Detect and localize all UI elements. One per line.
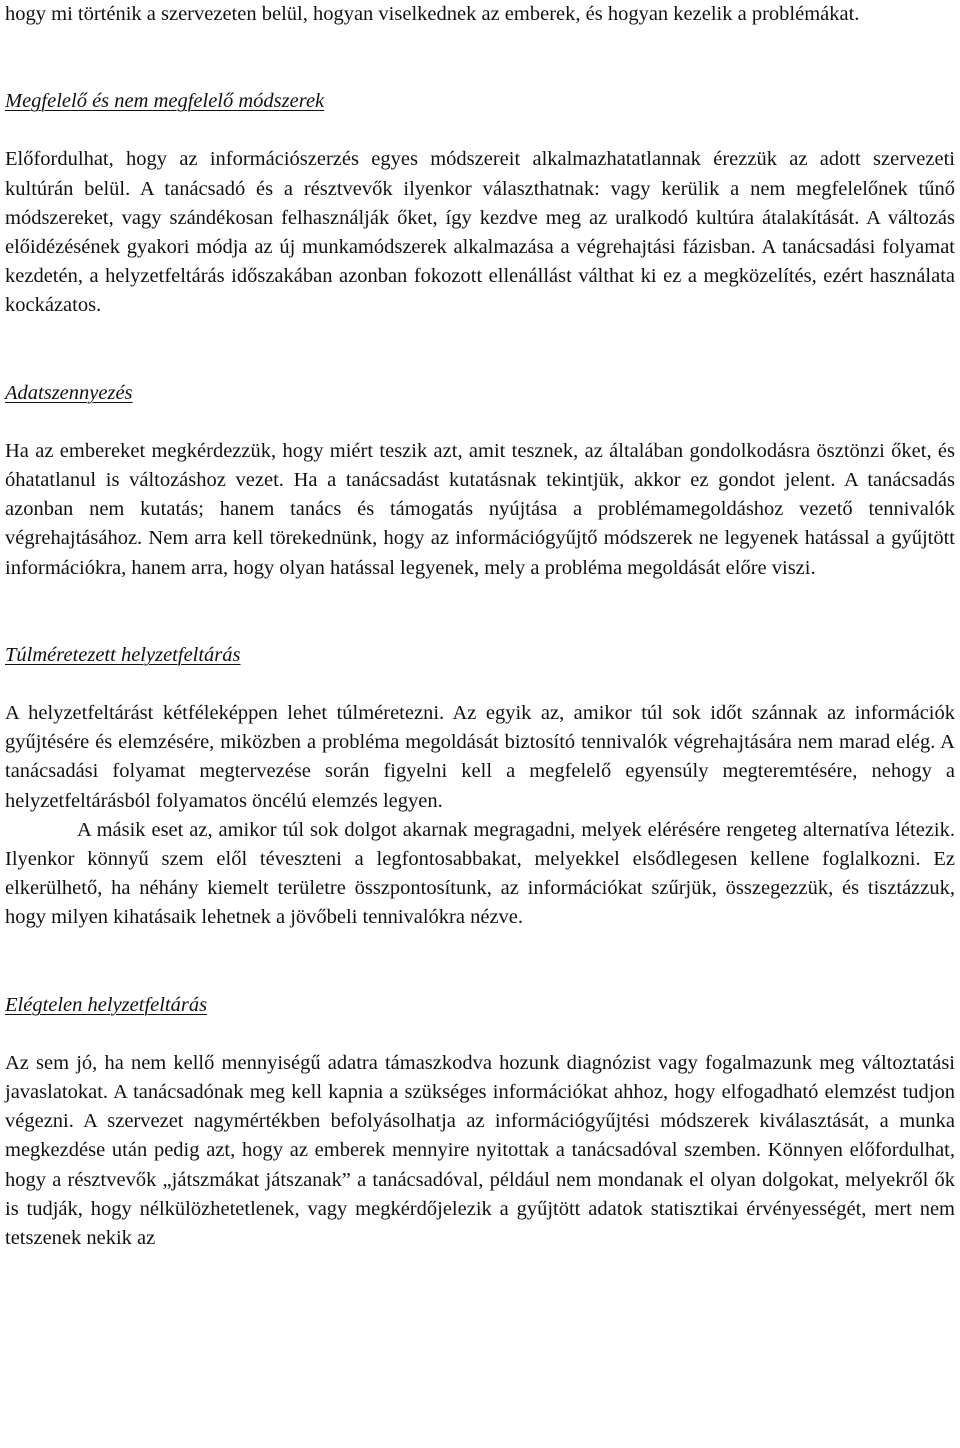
spacer xyxy=(5,321,955,379)
spacer xyxy=(5,116,955,145)
body-paragraph: Az sem jó, ha nem kellő mennyiségű adatra támaszkodva hozunk diagnózist vagy fogalmazunk meg változtatási javaslatokat. A tanácsadónak meg kell kapnia a szükséges információkat ahhoz, hogy elfogadható elemzést tudjon végezni. A szervezet nagymértékben befolyásolhatja az információgyűjtési módszerek kiválasztását, a munka megkezdése után pedig azt, hogy az emberek mennyire nyitottak a tanácsadóval szemben. Könnyen előfordulhat, hogy a résztvevők „játszmákat játszanak” a tanácsadóval, például nem mondanak el olyan dolgokat, melyekről ők is tudják, hogy nélkülözhetetlenek, vagy megkérdőjelezik a gyűjtött adatok statisztikai érvényességét, mert nem tetszenek nekik az xyxy=(5,1051,955,1250)
section-heading-oversized-diagnosis: Túlméretezett helyzetfeltárás xyxy=(5,643,241,666)
spacer xyxy=(5,29,955,87)
spacer xyxy=(5,408,955,437)
spacer xyxy=(5,933,955,991)
body-paragraph: Ha az embereket megkérdezzük, hogy miért teszik azt, amit tesznek, az általában gondolkodásra ösztönzi őket, és óhatatlanul is változáshoz vezet. Ha a tanácsadást kutatásnak tekintjük, akkor ez gondot jelent. A tanácsadás azonban nem kutatás; hanem tanács és támogatás nyújtása a problémamegoldáshoz vezető tennivalók végrehajtásához. Nem arra kell törekednünk, hogy az információgyűjtő módszerek ne legyenek hatással a gyűjtött információkra, hanem arra, hogy olyan hatással legyenek, mely a probléma megoldását előre viszi. xyxy=(5,439,955,579)
body-paragraph: A másik eset az, amikor túl sok dolgot akarnak megragadni, melyek elérésére rengeteg alternatíva létezik. Ilyenkor könnyű szem elől téveszteni a legfontosabbakat, melyekkel elsődlegesen kellene foglalkozni. Ez elkerülhető, ha néhány kiemelt területre összpontosítunk, az információkat szűrjük, összegezzük, és tisztázzuk, hogy milyen kihatásaik lehetnek a jövőbeli tennivalókra nézve. xyxy=(5,818,955,929)
section-heading-insufficient-diagnosis: Elégtelen helyzetfeltárás xyxy=(5,993,208,1016)
spacer xyxy=(5,1020,955,1049)
spacer xyxy=(5,670,955,699)
body-paragraph: Előfordulhat, hogy az információszerzés egyes módszereit alkalmazhatatlannak érezzük az adott szervezeti kultúrán belül. A tanácsadó és a résztvevők ilyenkor választhatnak: vagy kerülik a nem megfelelőnek tűnő módszereket, vagy szándékosan felhasználják őket, így kezdve meg az uralkodó kultúra átalakítását. A változás előidézésének gyakori módja az új munkamódszerek alkalmazása a végrehajtási fázisban. A tanácsadási folyamat kezdetén, a helyzetfeltárás időszakában azonban fokozott ellenállást válthat ki ez a megközelítés, ezért használata kockázatos. xyxy=(5,148,955,317)
section-heading-methods: Megfelelő és nem megfelelő módszerek xyxy=(5,90,325,113)
spacer xyxy=(5,583,955,641)
section-heading-data-contamination: Adatszennyezés xyxy=(5,381,133,404)
intro-paragraph: hogy mi történik a szervezeten belül, hogyan viselkednek az emberek, és hogyan kezelik a problémákat. xyxy=(5,3,860,25)
document-page xyxy=(5,0,955,1253)
body-paragraph: A helyzetfeltárást kétféleképpen lehet túlméretezni. Az egyik az, amikor túl sok időt szánnak az információk gyűjtésére és elemzésére, miközben a probléma megoldását biztosító tennivalók végrehajtására nem marad elég. A tanácsadási folyamat megtervezése során figyelni kell a megfelelő egyensúly megteremtésére, nehogy a helyzetfeltárásból folyamatos öncélú elemzés legyen. xyxy=(5,702,955,812)
